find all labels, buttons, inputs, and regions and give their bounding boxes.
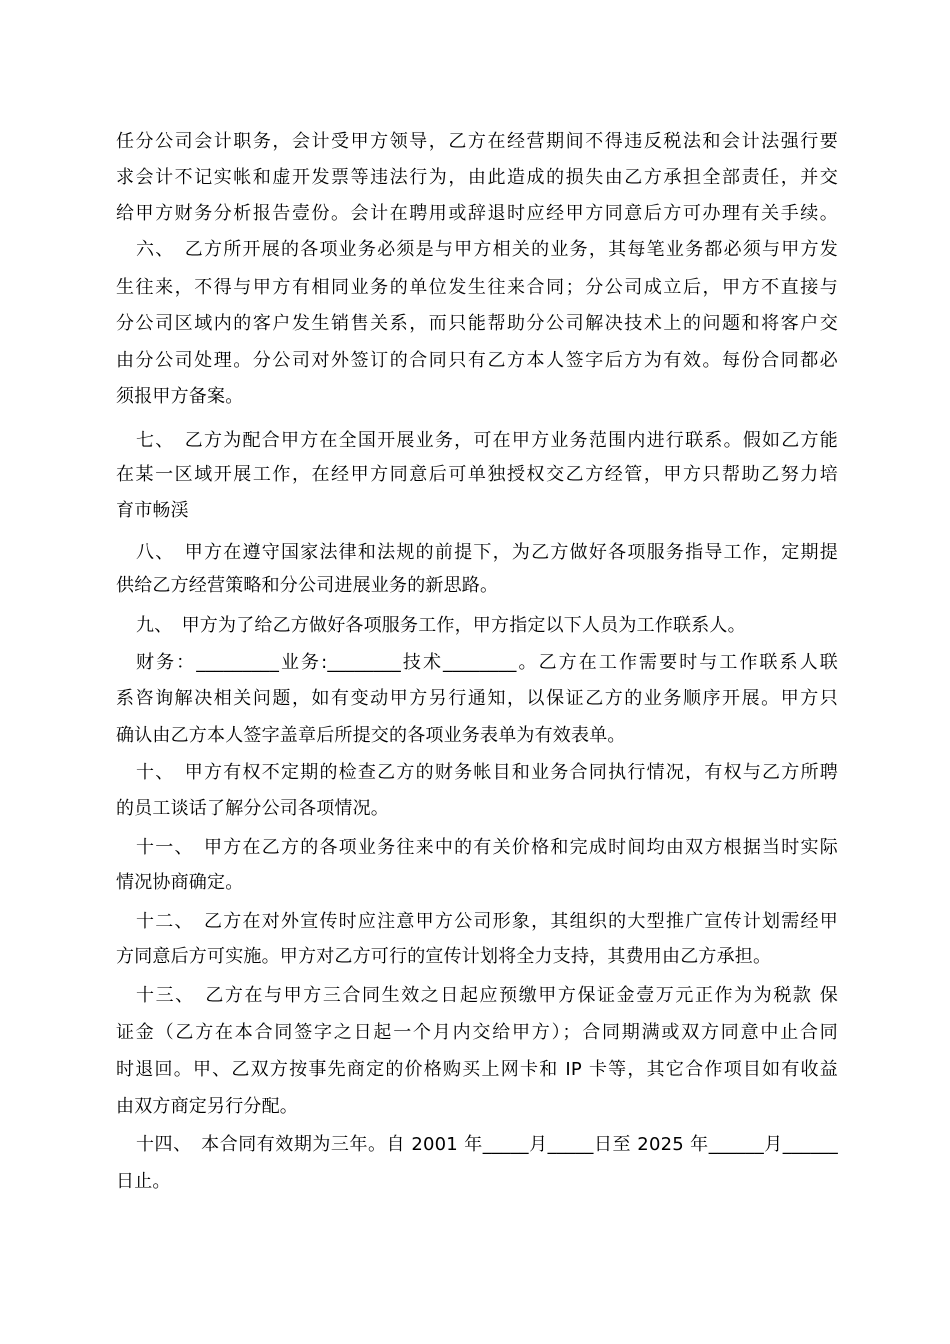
clause-seven: 七、 乙方为配合甲方在全国开展业务，可在甲方业务范围内进行联系。假如乙方能 [136, 430, 838, 451]
clause-six: 六、 乙方所开展的各项业务必须是与甲方相关的业务，其每笔业务都必须与甲方发 [136, 239, 838, 260]
text-line: 的员工谈话了解分公司各项情况。 [116, 798, 389, 819]
text-line: 日止。 [116, 1171, 171, 1192]
text-line: 在某一区域开展工作，在经甲方同意后可单独授权交乙方经管，甲方只帮助乙努力培 [116, 464, 838, 485]
text-line: 系咨询解决相关问题，如有变动甲方另行通知，以保证乙方的业务顺序开展。甲方只 [116, 688, 838, 709]
text-line: 确认由乙方本人签字盖章后所提交的各项业务表单为有效表单。 [116, 725, 626, 746]
text-line: 由分公司处理。分公司对外签订的合同只有乙方本人签字后方为有效。每份合同都必 [116, 350, 838, 371]
text-line: 求会计不记实帐和虚开发票等违法行为，由此造成的损失由乙方承担全部责任，并交 [116, 167, 838, 188]
text-line: 由双方商定另行分配。 [116, 1096, 298, 1117]
text-line: 情况协商确定。 [116, 872, 244, 893]
clause-nine: 九、 甲方为了给乙方做好各项服务工作，甲方指定以下人员为工作联系人。 [136, 615, 746, 636]
text-line: 时退回。甲、乙双方按事先商定的价格购买上网卡和 IP 卡等，其它合作项目如有收益 [116, 1059, 838, 1080]
clause-eleven: 十一、 甲方在乙方的各项业务往来中的有关价格和完成时间均由双方根据当时实际 [136, 837, 838, 858]
text-line: 分公司区域内的客户发生销售关系，而只能帮助分公司解决技术上的问题和将客户交 [116, 313, 838, 334]
contacts-line: 财务：_________业务:________技术________。乙方在工作需要时与工作联系人联 [136, 652, 838, 673]
text-line: 方同意后方可实施。甲方对乙方可行的宣传计划将全力支持，其费用由乙方承担。 [116, 946, 772, 967]
text-line: 生往来，不得与甲方有相同业务的单位发生往来合同；分公司成立后，甲方不直接与 [116, 277, 838, 298]
text-line: 证金（乙方在本合同签字之日起一个月内交给甲方）；合同期满或双方同意中止合同 [116, 1022, 838, 1043]
text-line: 任分公司会计职务，会计受甲方领导，乙方在经营期间不得违反税法和会计法强行要 [116, 131, 838, 152]
clause-twelve: 十二、 乙方在对外宣传时应注意甲方公司形象，其组织的大型推广宣传计划需经甲 [136, 911, 838, 932]
text-line: 给甲方财务分析报告壹份。会计在聘用或辞退时应经甲方同意后方可办理有关手续。 [116, 203, 838, 224]
clause-fourteen: 十四、 本合同有效期为三年。自 2001 年_____月_____日至 2025 年______月______ [136, 1134, 838, 1155]
text-line: 育市畅渓 [116, 500, 189, 521]
clause-thirteen: 十三、 乙方在与甲方三合同生效之日起应预缴甲方保证金壹万元正作为为税款 保 [136, 985, 838, 1006]
clause-eight: 八、 甲方在遵守国家法律和法规的前提下，为乙方做好各项服务指导工作，定期提 [136, 542, 838, 563]
clause-ten: 十、 甲方有权不定期的检查乙方的财务帐目和业务合同执行情况，有权与乙方所聘 [136, 762, 838, 783]
text-line: 须报甲方备案。 [116, 386, 244, 407]
text-line: 供给乙方经营策略和分公司进展业务的新思路。 [116, 575, 499, 596]
